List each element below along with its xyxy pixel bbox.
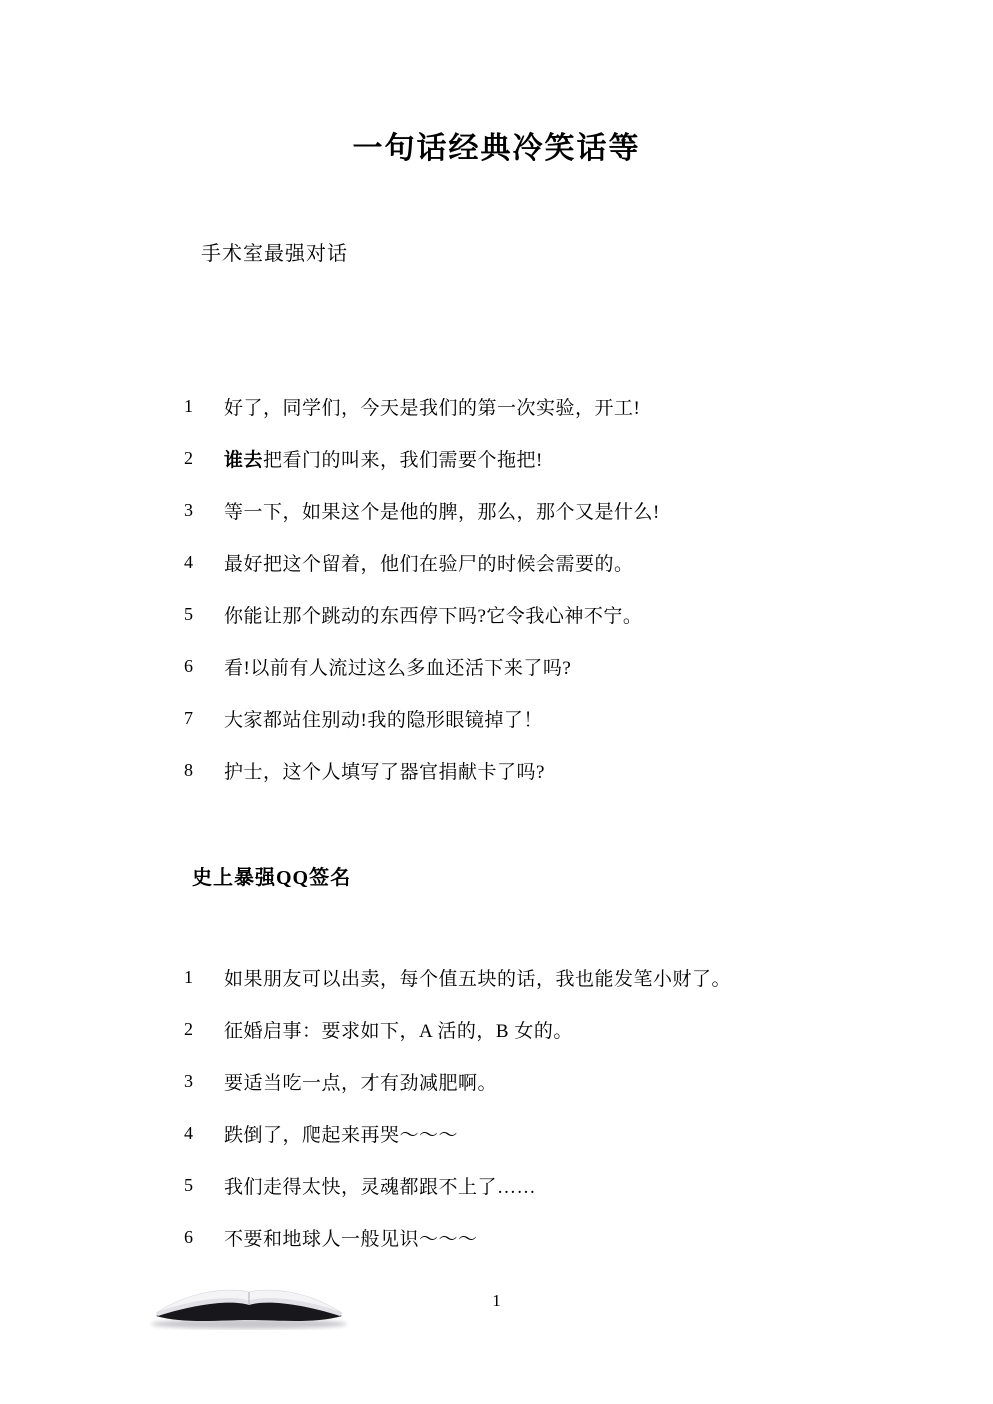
item-number: 5 <box>184 1174 193 1195</box>
list-item <box>184 484 933 536</box>
item-text: 要适当吃一点，才有劲减肥啊。 <box>224 1072 498 1094</box>
list-item <box>184 380 933 432</box>
item-number: 6 <box>184 1226 193 1247</box>
item-number: 1 <box>184 966 193 987</box>
list-item <box>184 744 933 796</box>
list-surgery-quotes <box>184 380 933 796</box>
item-number: 4 <box>184 1122 193 1143</box>
item-text: 等一下，如果这个是他的脾，那么，那个又是什么! <box>224 501 660 523</box>
item-text: 把看门的叫来，我们需要个拖把! <box>263 449 543 471</box>
item-number: 2 <box>184 447 193 468</box>
item-text: 大家都站住别动!我的隐形眼镜掉了！ <box>224 709 543 731</box>
list-item <box>184 536 933 588</box>
section-heading-qq-signatures: 史上暴强QQ签名 <box>192 867 352 889</box>
item-text: 征婚启事：要求如下，A 活的，B 女的。 <box>224 1020 573 1042</box>
list-item <box>184 1159 933 1211</box>
list-item <box>184 1003 933 1055</box>
list-item <box>184 1211 933 1263</box>
item-number: 6 <box>184 655 193 676</box>
list-item <box>184 432 933 484</box>
page-title: 一句话经典冷笑话等 <box>352 132 641 165</box>
item-text: 护士，这个人填写了器官捐献卡了吗? <box>224 761 545 783</box>
item-text: 看!以前有人流过这么多血还活下来了吗? <box>224 657 572 679</box>
item-number: 5 <box>184 603 193 624</box>
item-text: 不要和地球人一般见识～～～ <box>224 1228 478 1250</box>
item-number: 2 <box>184 1018 193 1039</box>
list-item <box>184 951 933 1003</box>
page-number: 1 <box>492 1291 501 1310</box>
item-text-bold: 谁去 <box>224 449 264 471</box>
item-text: 你能让那个跳动的东西停下吗?它令我心神不宁。 <box>224 605 643 627</box>
list-item <box>184 640 933 692</box>
item-text: 如果朋友可以出卖，每个值五块的话，我也能发笔小财了。 <box>224 968 732 990</box>
item-text: 最好把这个留着，他们在验尸的时候会需要的。 <box>224 553 634 575</box>
item-number: 7 <box>184 707 193 728</box>
item-number: 8 <box>184 759 193 780</box>
list-item <box>184 1055 933 1107</box>
item-number: 4 <box>184 551 193 572</box>
item-text: 跌倒了，爬起来再哭～～～ <box>224 1124 459 1146</box>
item-text: 我们走得太快，灵魂都跟不上了…… <box>224 1176 537 1198</box>
list-item <box>184 1107 933 1159</box>
item-text: 好了，同学们，今天是我们的第一次实验，开工! <box>224 397 641 419</box>
section-heading-surgery: 手术室最强对话 <box>201 243 348 265</box>
item-number: 3 <box>184 499 193 520</box>
list-qq-signatures <box>184 951 933 1263</box>
item-number: 3 <box>184 1070 193 1091</box>
list-item <box>184 692 933 744</box>
item-number: 1 <box>184 395 193 416</box>
list-item <box>184 588 933 640</box>
